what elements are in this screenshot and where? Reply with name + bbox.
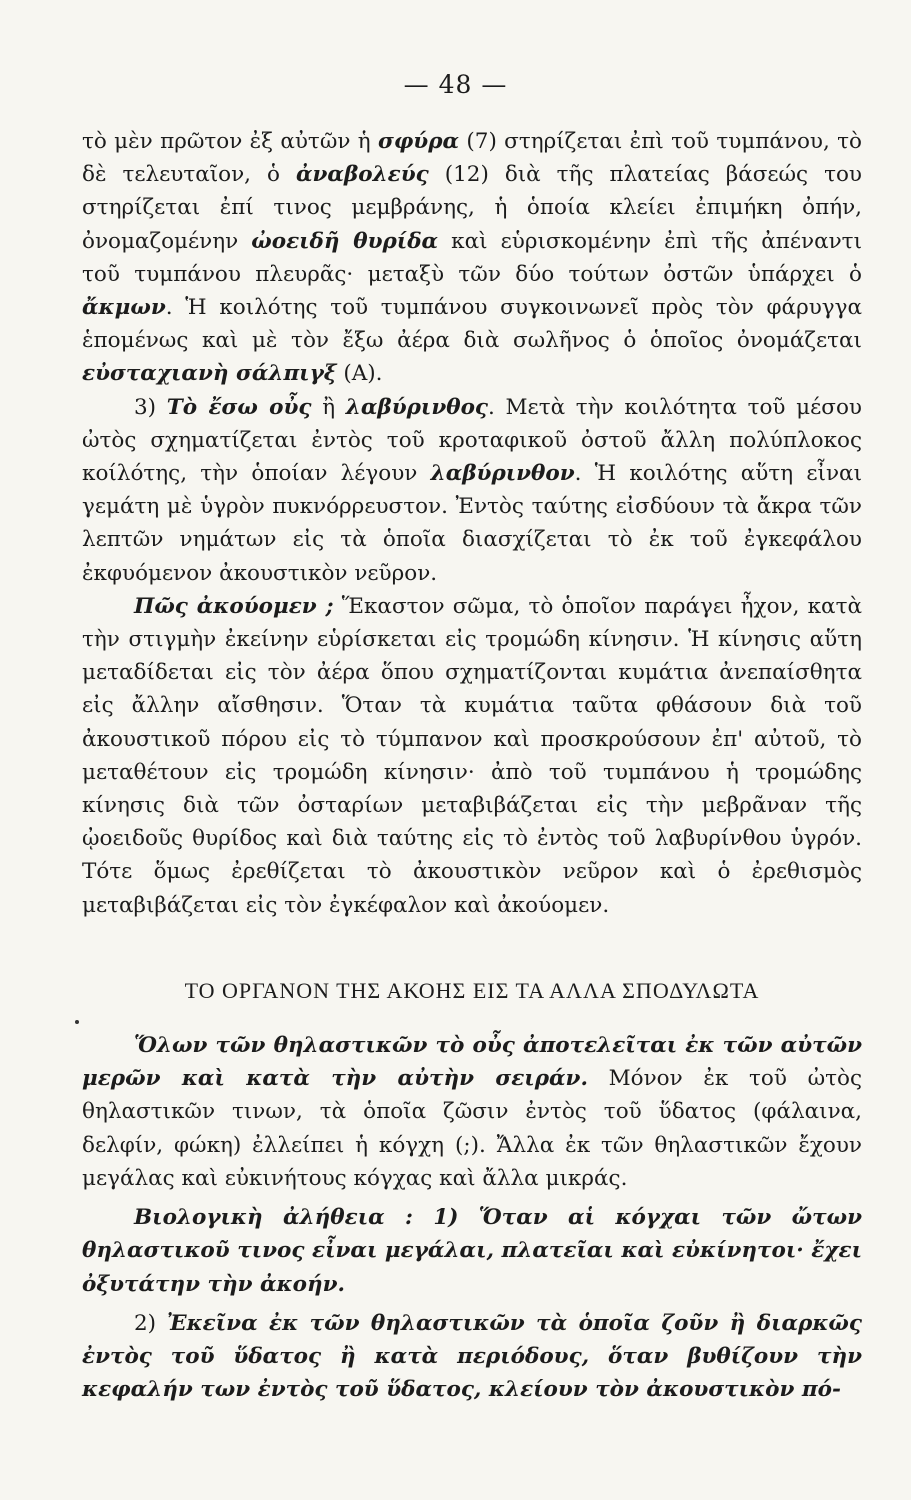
text-run: (Α). — [336, 361, 383, 387]
emphasis-run: Ὅλων τῶν θηλαστικῶν τὸ οὖς ἀποτελεῖται ἐκ τῶν αὐτῶν μερῶν καὶ κατὰ τὴν αὐτὴν σειράν. — [82, 1033, 862, 1092]
text-run: 2) — [134, 1310, 167, 1336]
text-run: . Μετὰ τὴν κοιλότητα τοῦ μέσου ὠτὸς σχηματίζεται ἐντὸς τοῦ κροταφικοῦ ὀστοῦ ἄλλη πολύπλοκος κοίλότης, τὴν ὁποίαν λέγουν — [82, 394, 862, 487]
emphasis-run: Ἐκεῖνα ἐκ τῶν θηλαστικῶν τὰ ὁποῖα ζοῦν ἢ διαρκῶς ἐντὸς τοῦ ὕδατος ἢ κατὰ περιόδους, ὅταν βυθίζουν τὴν κεφαλήν των ἐντὸς τοῦ ὕδατος, κλείουν τὸν ἀκουστικὸν πό- — [82, 1310, 862, 1403]
text-run: 3) — [134, 394, 167, 420]
text-run: ἢ — [311, 394, 346, 420]
emphasis-run: ἀναβολεύς — [295, 162, 429, 188]
margin-dot — [75, 1020, 79, 1024]
emphasis-run: ὠοειδῆ θυρίδα — [251, 228, 439, 254]
text-run: (12) διὰ τῆς πλατείας βάσεώς του στηρίζεται ἐπί τινος μεμβράνης, ἡ ὁποία κλείει ἐπιμήκη ὀπήν, ὀνομαζομένην — [82, 162, 862, 254]
paragraph-aquatic-mammals — [82, 1307, 862, 1407]
emphasis-run: Πῶς ἀκούομεν ; — [134, 593, 334, 619]
text-run: καὶ εὑρισκομένην ἐπὶ τῆς ἀπέναντι τοῦ τυμπάνου πλευρᾶς· μεταξὺ τῶν δύο τούτων ὀστῶν ὑπάρχει ὁ — [82, 228, 862, 287]
paragraph-biological-truth — [82, 1201, 862, 1301]
emphasis-run: λαβύρινθος — [345, 394, 489, 420]
paragraph-how-we-hear — [82, 590, 862, 922]
page-body — [82, 125, 862, 1406]
text-run: (7) στηρίζεται ἐπὶ τοῦ τυμπάνου, τὸ δὲ τελευταῖον, ὁ — [82, 129, 862, 188]
text-run: Ἕκαστον σῶμα, τὸ ὁποῖον παράγει ἦχον, κατὰ τὴν στιγμὴν ἐκείνην εὑρίσκεται εἰς τρομώδη κίνησιν. Ἡ κίνησις αὕτη μεταδίδεται εἰς τὸν ἀέρα ὅπου σχηματίζονται κυμάτια ἀνεπαίσθητα εἰς ἄλλην αἴσθησιν. Ὅταν τὰ κυμάτια ταῦτα φθάσουν διὰ τοῦ ἀκουστικοῦ πόρου εἰς τὸ τύμπανον καὶ προσκρούσουν ἐπ' αὐτοῦ, τὸ μεταθέτουν εἰς τρομώδη κίνησιν· ἀπὸ τοῦ τυμπάνου ἡ τρομώδης κίνησις διὰ τῶν ὀσταρίων μεταβιβάζεται εἰς τὴν μεβρᾶναν τῆς ᾠοειδοῦς θυρίδος καὶ διὰ ταύτης εἰς τὸ ἐντὸς τοῦ λαβυρίνθου ὑγρόν. Τότε ὅμως ἐρεθίζεται τὸ ἀκουστικὸν νεῦρον καὶ ὁ ἐρεθισμὸς μεταβιβάζεται εἰς τὸν ἐγκέφαλον καὶ ἀκούομεν. — [82, 593, 862, 918]
text-run: . Ἡ κοιλότης τοῦ τυμπάνου συγκοινωνεῖ πρὸς τὸν φάρυγγα ἑπομένως καὶ μὲ τὸν ἔξω ἀέρα διὰ σωλῆνος ὁ ὁποῖος ὀνομάζεται — [82, 295, 862, 354]
emphasis-run: Τὸ ἔσω οὖς — [166, 394, 312, 420]
paragraph-ear-bones — [82, 125, 862, 391]
emphasis-run: σφύρα — [377, 129, 460, 154]
text-run: . Ἡ κοιλότης αὕτη εἶναι γεμάτη μὲ ὑγρὸν πυκνόρρευστον. Ἐντὸς ταύτης εἰσδύουν τὰ ἄκρα τῶν λεπτῶν νημάτων εἰς τὰ ὁποῖα διασχίζεται τὸ ἐκ τοῦ ἐγκεφάλου ἐκφυόμενον ἀκουστικὸν νεῦρον. — [82, 461, 862, 586]
emphasis-run: εὐσταχιανὴ σάλπιγξ — [82, 361, 337, 387]
text-run: τὸ μὲν πρῶτον ἐξ αὐτῶν ἡ — [82, 129, 378, 154]
paragraph-mammal-ears — [82, 1029, 862, 1195]
emphasis-run: ἄκμων — [82, 295, 166, 321]
page-number: — 48 — — [403, 70, 508, 99]
emphasis-run: Βιολογικὴ ἀλήθεια : 1) Ὅταν αἱ κόγχαι τῶν ὤτων θηλαστικοῦ τινος εἶναι μεγάλαι, πλατεῖαι καὶ εὐκίνητοι· ἔχει ὀξυτάτην τὴν ἀκοήν. — [82, 1205, 862, 1297]
paragraph-inner-ear — [82, 391, 862, 590]
emphasis-run: λαβύρινθον — [430, 461, 575, 487]
section-heading: ΤΟ ΟΡΓΑΝΟΝ ΤΗΣ ΑΚΟΗΣ ΕΙΣ ΤΑ ΑΛΛΑ ΣΠΟΔΥΛΩΤΑ — [184, 977, 760, 1003]
text-run: Μόνον ἐκ τοῦ ὠτὸς θηλαστικῶν τινων, τὰ ὁποῖα ζῶσιν ἐντὸς τοῦ ὕδατος (φάλαινα, δελφίν, φώκη) ἐλλείπει ἡ κόγχη (;). Ἄλλα ἐκ τῶν θηλαστικῶν ἔχουν μεγάλας καὶ εὐκινήτους κόγχας καὶ ἄλλα μικράς. — [82, 1066, 862, 1191]
